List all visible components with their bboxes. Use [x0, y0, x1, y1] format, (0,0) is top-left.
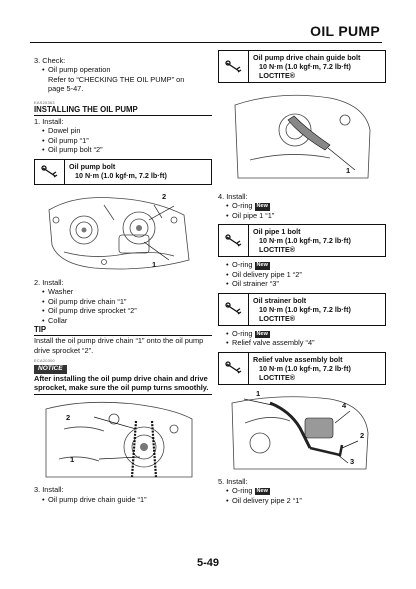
oil-pipes-illustration [230, 393, 370, 471]
torque-title: Oil pipe 1 bolt [253, 227, 301, 237]
callout-1: 1 [256, 388, 261, 398]
torque-title: Oil pump bolt [69, 161, 116, 171]
page-title: OIL PUMP [310, 23, 380, 39]
callout-1: 1 [70, 455, 75, 465]
drive-chain-illustration [44, 399, 194, 479]
torque-title: Oil pump drive chain guide bolt [253, 53, 361, 62]
callout-4: 4 [342, 400, 347, 410]
notice-label: NOTICE [34, 365, 67, 373]
callout-2: 2 [66, 413, 71, 423]
callout-3: 3 [350, 456, 355, 466]
torque-wrench-icon [219, 294, 249, 325]
torque-wrench-icon [35, 160, 65, 184]
install5-item: • Oil delivery pipe 2 “1” [218, 496, 386, 505]
torque-spec-oil-pipe-bolt [218, 224, 386, 257]
check-reference-line2: page 5-47. [48, 84, 84, 94]
torque-spec-strainer-bolt [218, 293, 386, 326]
new-badge: New [256, 203, 268, 210]
install5-step: 5. Install: [218, 476, 248, 486]
list2-item: • Oil delivery pipe 1 “2” [218, 270, 386, 279]
engine-illustration [44, 190, 194, 274]
torque-title: Oil strainer bolt [253, 295, 307, 305]
torque-value: 10 N·m (1.0 kgf·m, 7.2 lb·ft) [75, 170, 167, 180]
install1-step: 1. Install: [34, 116, 64, 126]
torque-spec-oil-pump-bolt [34, 159, 212, 185]
torque-value: 10 N·m (1.0 kgf·m, 7.2 lb·ft) [259, 236, 351, 246]
new-badge: New [256, 262, 268, 269]
torque-wrench-icon [219, 353, 249, 384]
notice-text: After installing the oil pump drive chain and drive sprocket, make sure the oil pump turns smoothly. [34, 374, 212, 396]
install4-item-oring: • O-ring New [218, 201, 386, 210]
torque-spec-chain-guide-bolt [218, 50, 386, 83]
right-column [218, 50, 386, 505]
figure-oil-pump-install [34, 188, 212, 276]
page-number: 5-49 [196, 557, 220, 569]
new-badge: New [256, 330, 268, 337]
torque-wrench-icon [219, 51, 249, 82]
install3-item: • Oil pump drive chain guide “1” [34, 495, 212, 504]
left-column [34, 56, 212, 504]
new-badge: New [256, 488, 268, 495]
torque-wrench-icon [219, 225, 249, 256]
torque-extra: LOCTITE® [259, 313, 296, 323]
section-title: INSTALLING THE OIL PUMP [34, 105, 212, 116]
torque-spec-relief-valve-bolt [218, 352, 386, 385]
figure-chain-guide [218, 86, 386, 186]
install2-step: 2. Install: [34, 277, 64, 287]
torque-value: 10 N·m (1.0 kgf·m, 7.2 lb·ft) [259, 62, 351, 71]
install2-item: • Washer [34, 287, 212, 296]
figure-drive-chain [34, 399, 212, 481]
install2-item: • Oil pump drive chain “1” [34, 297, 212, 306]
callout-1: 1 [346, 166, 351, 175]
callout-2: 2 [360, 430, 365, 440]
install1-item: • Oil pump “1” [34, 136, 212, 145]
check-reference-line1: Refer to “CHECKING THE OIL PUMP” on [48, 74, 185, 84]
callout-2: 2 [162, 191, 167, 201]
install3-step: 3. Install: [34, 485, 64, 495]
install1-item: • Dowel pin [34, 126, 212, 135]
torque-extra: LOCTITE® [259, 245, 296, 255]
torque-extra: LOCTITE® [259, 372, 296, 382]
tip-label: TIP [34, 325, 212, 336]
chain-guide-illustration [230, 90, 375, 184]
torque-value: 10 N·m (1.0 kgf·m, 7.2 lb·ft) [259, 363, 351, 373]
install5-item-oring: • O-ring New [218, 486, 386, 495]
notice-code: ECA20300 [34, 358, 55, 364]
tip-text: Install the oil pump drive chain “1” onto the oil pump drive sprocket “2”. [34, 336, 204, 355]
list2-item-oring: • O-ring New [218, 260, 386, 269]
torque-value: 10 N·m (1.0 kgf·m, 7.2 lb·ft) [259, 304, 351, 314]
list2-item: • Oil strainer “3” [218, 279, 386, 288]
install4-step: 4. Install: [218, 192, 248, 201]
figure-oil-pipes [218, 389, 386, 473]
install2-item: • Collar [34, 316, 212, 325]
list3-item: • Relief valve assembly “4” [218, 338, 386, 347]
check-step: 3. Check: [34, 56, 66, 65]
list3-item-oring: • O-ring New [218, 329, 386, 338]
callout-1: 1 [152, 259, 157, 269]
header-divider [30, 42, 382, 43]
check-item: • Oil pump operation [34, 65, 212, 74]
install2-item: • Oil pump drive sprocket “2” [34, 306, 212, 315]
torque-extra: LOCTITE® [259, 71, 296, 80]
torque-title: Relief valve assembly bolt [253, 354, 343, 364]
section-code: EAS20363 [34, 99, 55, 105]
install1-item: • Oil pump bolt “2” [34, 145, 212, 154]
install4-item: • Oil pipe 1 “1” [218, 211, 386, 220]
